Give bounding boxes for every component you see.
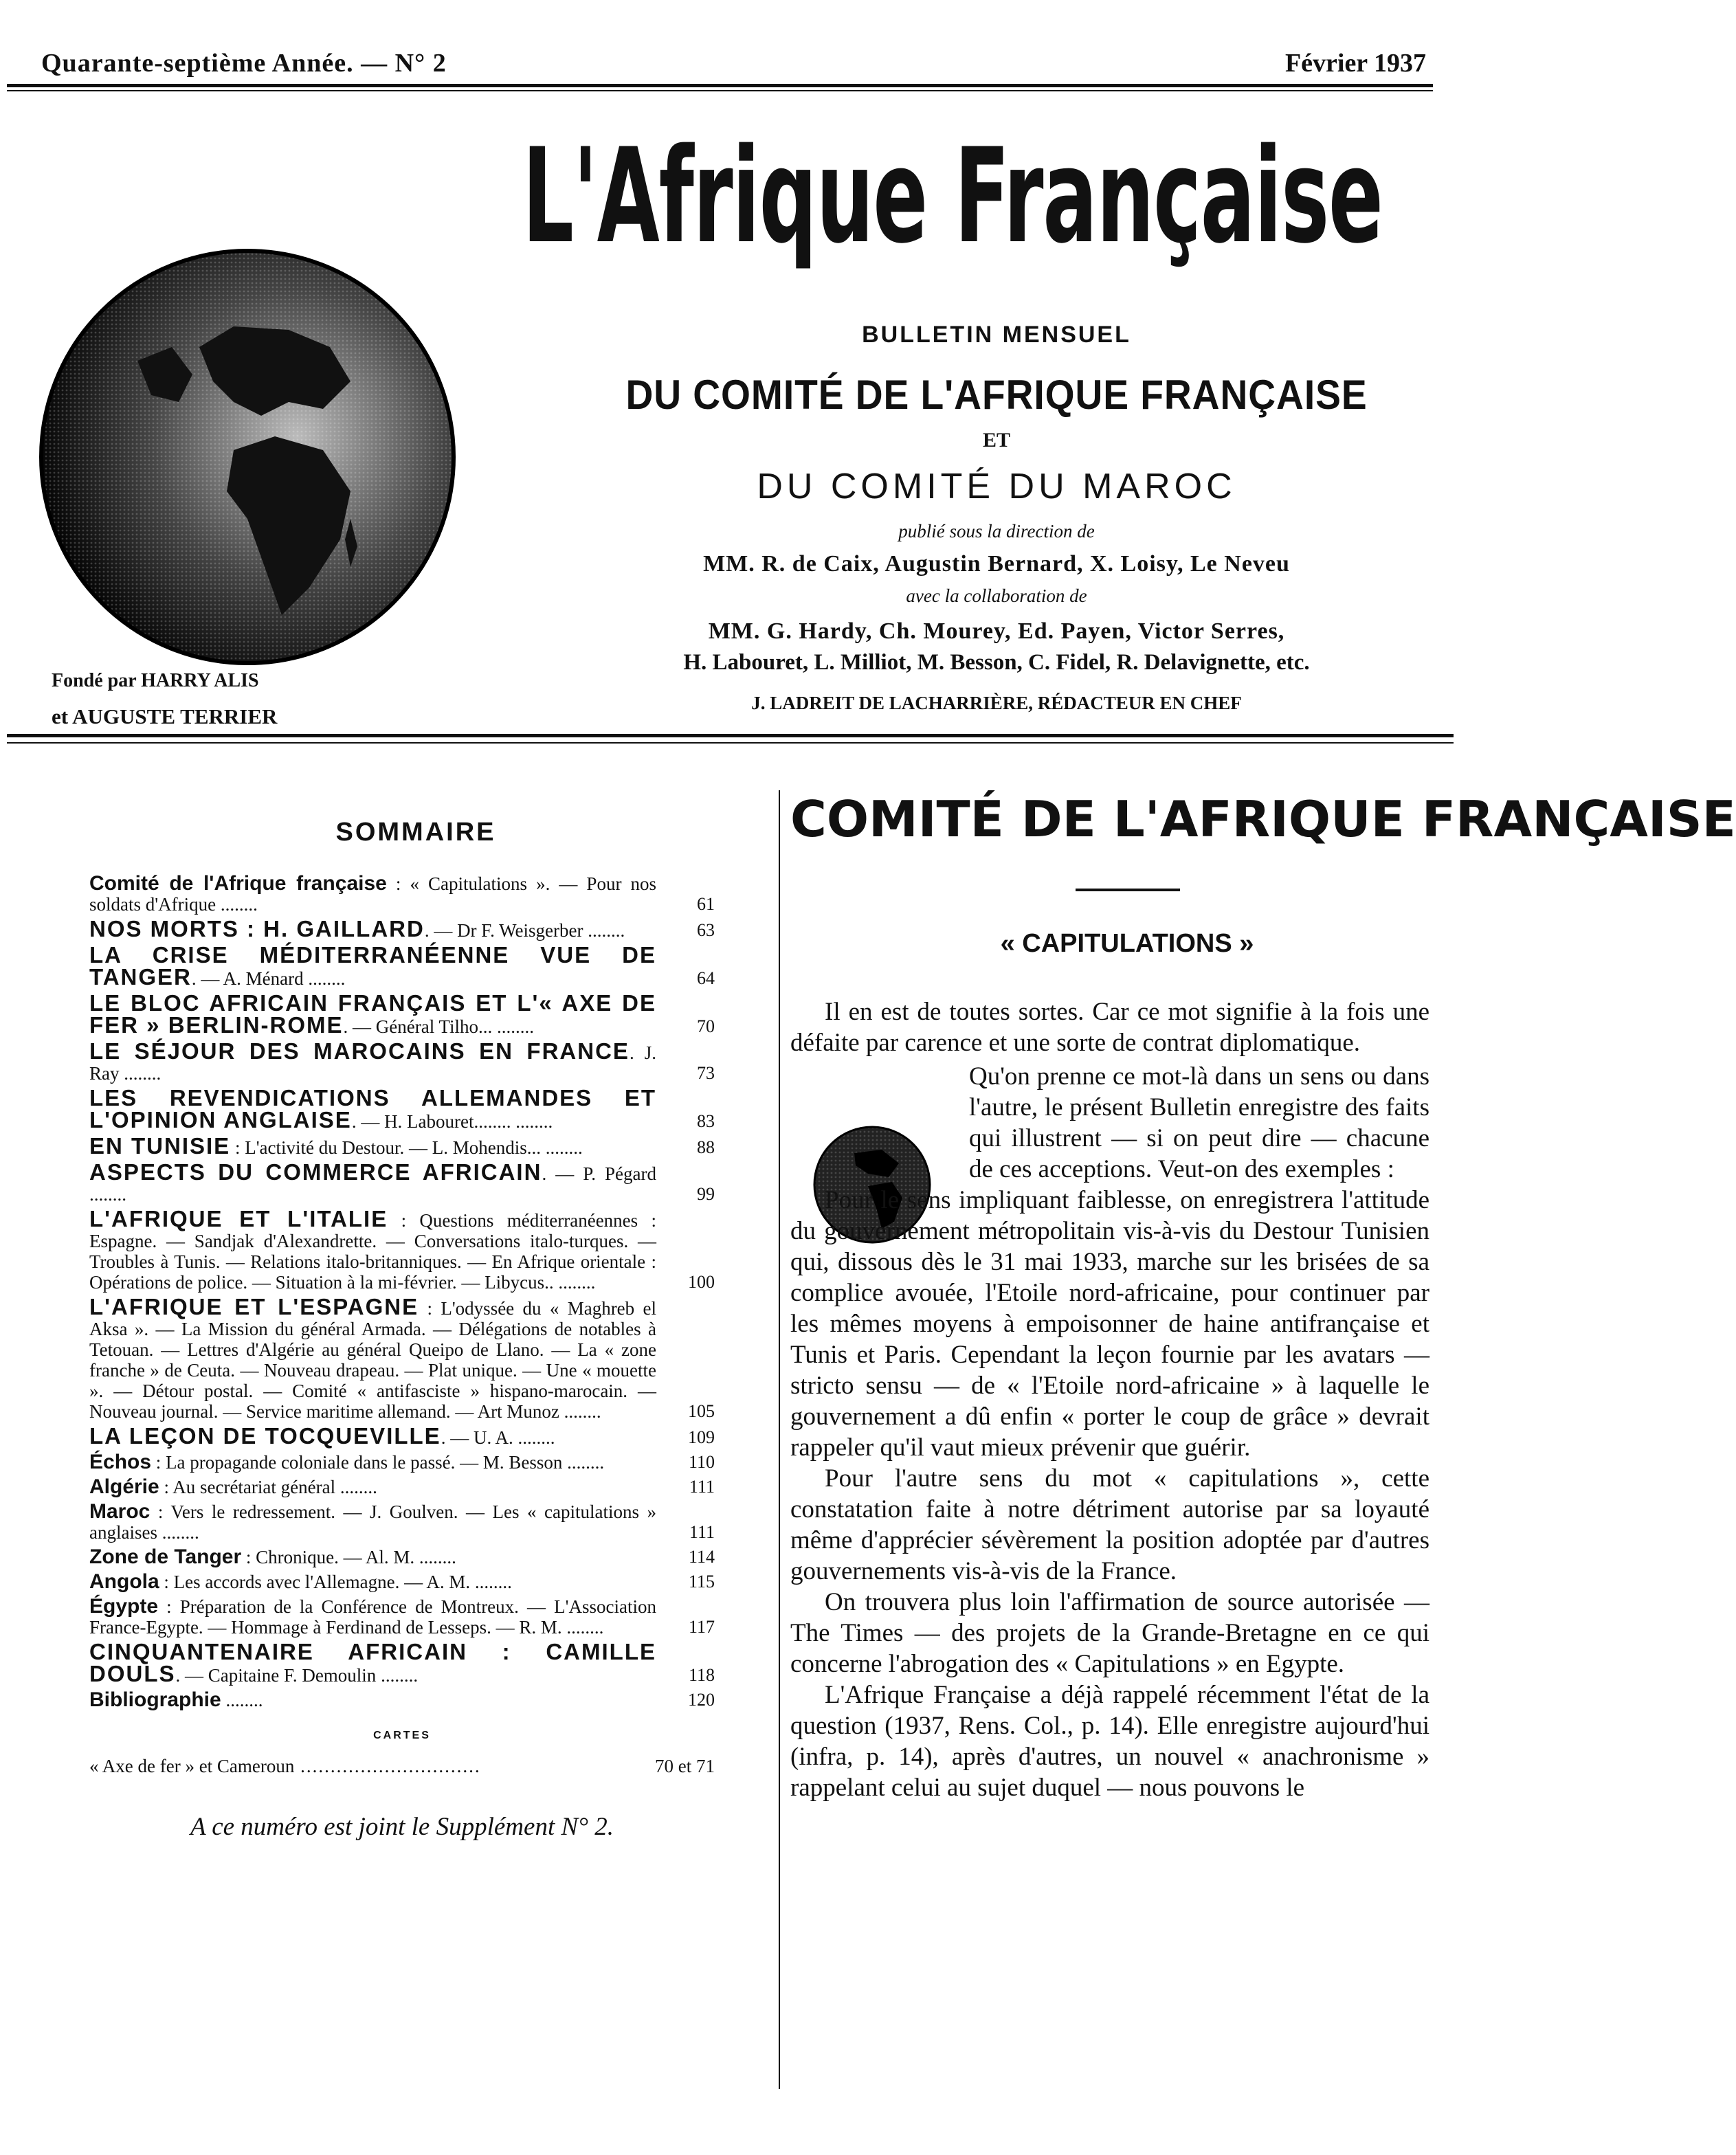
collaboration-label: avec la collaboration de [906,585,1087,606]
toc-entry-heading: Algérie [89,1475,159,1498]
direction-label: publié sous la direction de [898,521,1095,541]
toc-page-number: 114 [688,1547,715,1567]
committee-1: DU COMITÉ DE L'AFRIQUE FRANÇAISE [625,372,1368,418]
toc-page-number: 117 [688,1617,715,1637]
toc-entry-heading: LA LEÇON DE TOCQUEVILLE [89,1423,441,1449]
toc-entry-text: . — Dr F. Weisgerber [424,920,583,941]
toc-entry-heading: Échos [89,1451,152,1473]
title-underline [1076,889,1180,891]
toc-entry [89,1596,715,1638]
toc-page-number: 70 [697,1016,715,1036]
toc-leader-dots: ........ [470,1572,512,1592]
toc-entry-heading: EN TUNISIE [89,1133,231,1159]
toc-entry-text: . — P. Pégard [542,1163,656,1184]
header-rule-thin [7,742,1454,744]
toc-entry-text: : Questions méditerranéennes : Espagne. — Sandjak d'Alexandrette. — Conversations italo-turques. — Troubles à Tunis. — Relations italo-britanniques. — En Afrique orientale : Opérations de police. — Situation à la mi-février. — Libycus.. [89,1210,657,1293]
toc-entry [89,1038,715,1084]
toc-leader-dots: ........ [553,1272,596,1293]
toc-entry [89,1452,715,1473]
table-of-contents [89,818,715,1842]
top-rule-thin [7,90,1433,91]
toc-page-number: 61 [697,894,715,914]
toc-entry-heading: Comité de l'Afrique française [89,872,387,895]
toc-entry-heading: Zone de Tanger [89,1545,242,1568]
toc-entry-text: . — U. A. [441,1427,513,1448]
article-paragraph: Il en est de toutes sortes. Car ce mot signifie à la fois une défaite par carence et une sorte de contrat diplomatique. [790,998,1429,1057]
article-paragraph: L'Afrique Française a déjà rappelé récemment l'état de la question (1937, Rens. Col., p. 14). Elle enregistre aujourd'hui (infra, p. 14), après d'autres, un nouvel « anachronisme » rappelant celui au sujet duquel — nous pouvons le [790,1681,1429,1802]
bulletin-subtitle: BULLETIN MENSUEL [862,322,1131,348]
article-paragraph: Pour l'autre sens du mot « capitulations », cette constatation faite à notre détriment autorise par sa loyauté même d'apprécier sévèrement la position adoptée par d'autres gouvernements vis-à-vis de la France. [790,1464,1429,1585]
toc-entry-heading: CINQUANTENAIRE AFRICAIN : CAMILLE DOULS [89,1639,656,1686]
toc-leader-dots: ........ [513,1427,555,1448]
toc-entry-text: . — A. Ménard [191,968,304,989]
toc-leader-dots: ........ [221,1690,263,1710]
toc-page-number: 115 [688,1572,715,1592]
article-heading: « CAPITULATIONS » [1000,929,1254,958]
toc-leader-dots: ........ [492,1016,535,1037]
toc-entry-text: : Au secrétariat général [159,1477,336,1497]
toc-entry [89,1085,715,1132]
toc-entry-text: : Vers le redressement. — J. Goulven. — Les « capitulations » anglaises [89,1501,656,1543]
toc-leader-dots: ........ [303,968,346,989]
toc-entry [89,916,715,941]
column-divider [779,790,780,2089]
toc-entry-heading: LE BLOC AFRICAIN FRANÇAIS ET L'« AXE DE FER » BERLIN-ROME [89,990,656,1038]
toc-entry [89,990,715,1038]
toc-entry-heading: Bibliographie [89,1688,221,1711]
article-body [790,996,1429,1803]
article-paragraph: On trouvera plus loin l'affirmation de source autorisée — The Times — des projets de la Grande-Bretagne en ce qui concerne l'abrogation des « Capitulations » en Egypte. [790,1588,1429,1678]
direction-names: MM. R. de Caix, Augustin Bernard, X. Loisy, Le Neveu [703,551,1290,577]
toc-leader-dots: ........ [119,1063,162,1084]
toc-entry [89,1572,715,1592]
toc-page-number: 88 [697,1137,715,1157]
toc-entry-heading: ASPECTS DU COMMERCE AFRICAIN [89,1159,542,1185]
committee-2: DU COMITÉ DU MAROC [757,467,1236,506]
toc-page-number: 110 [688,1452,715,1472]
toc-leader-dots: ........ [376,1665,419,1686]
toc-leader-dots: ........ [216,894,258,915]
article-paragraph: Qu'on prenne ce mot-là dans un sens ou dans l'autre, le présent Bulletin enregistre des faits qui illustrent — si on peut dire — chacune de ces acceptions. Veut-on des exemples : [969,1062,1429,1183]
toc-entry-text: : Les accords avec l'Allemagne. — A. M. [159,1572,471,1592]
collaboration-names-1: MM. G. Hardy, Ch. Mourey, Ed. Payen, Victor Serres, [708,618,1285,644]
maps-entry: « Axe de fer » et Cameroun .............................. 70 et 71 [89,1756,715,1776]
toc-entry-text: : « Capitulations ». — Pour nos soldats d'Afrique [89,873,657,915]
toc-entry-heading: NOS MORTS : H. GAILLARD [89,916,425,941]
toc-entries [89,873,715,1710]
toc-page-number: 100 [688,1272,715,1292]
section-title: COMITÉ DE L'AFRIQUE FRANÇAISE [790,790,1736,848]
toc-entry-heading: L'AFRIQUE ET L'ESPAGNE [89,1294,419,1319]
toc-page-number: 83 [697,1111,715,1131]
toc-entry-text: . — Général Tilho... [343,1016,493,1037]
toc-page-number: 63 [697,920,715,940]
toc-entry-text: : Chronique. — Al. M. [241,1547,415,1567]
toc-leader-dots: ........ [89,1184,126,1205]
toc-entry-heading: Égypte [89,1595,159,1618]
toc-leader-dots: ........ [511,1111,553,1132]
toc-leader-dots: ........ [583,920,625,941]
toc-entry [89,1294,715,1422]
globe-illustration [27,244,460,677]
founder-credits [52,663,277,735]
toc-entry [89,1639,715,1686]
toc-leader-dots: ........ [335,1477,377,1497]
maps-text: « Axe de fer » et Cameroun [89,1756,295,1776]
toc-leader-dots: ........ [559,1401,601,1422]
supplement-note: A ce numéro est joint le Supplément N° 2. [190,1813,614,1841]
toc-entry-heading: Angola [89,1570,159,1593]
toc-entry [89,1133,715,1159]
editor-line: J. LADREIT DE LACHARRIÈRE, RÉDACTEUR EN CHEF [751,693,1242,713]
toc-entry-text: : Préparation de la Conférence de Montreux. — L'Association France-Egypte. — Hommage à Ferdinand de Lesseps. — R. M. [89,1596,656,1638]
toc-page-number: 118 [688,1665,715,1685]
toc-entry [89,1690,715,1710]
toc-entry-text: : L'activité du Destour. — L. Mohendis... [230,1137,542,1158]
toc-entry-heading: LA CRISE MÉDITERRANÉENNE VUE DE TANGER [89,942,656,990]
toc-entry [89,873,715,915]
toc-entry [89,1159,715,1205]
founder-line-1: Fondé par HARRY ALIS [52,670,259,691]
toc-title: SOMMAIRE [335,818,496,847]
toc-entry-text: . J. Ray [89,1042,656,1084]
toc-entry [89,1477,715,1497]
toc-entry-text: : La propagande coloniale dans le passé. — M. Besson [151,1452,563,1473]
et-label: ET [982,429,1011,451]
toc-entry [89,942,715,990]
toc-entry-text: . — H. Labouret........ [351,1111,511,1132]
toc-entry [89,1547,715,1567]
toc-leader-dots: ........ [414,1547,456,1567]
toc-entry-heading: Maroc [89,1500,151,1523]
toc-page-number: 111 [689,1522,715,1542]
toc-page-number: 111 [689,1477,715,1497]
founder-line-2: et AUGUSTE TERRIER [52,704,278,728]
toc-page-number: 73 [697,1063,715,1083]
toc-entry [89,1423,715,1449]
header-rule [7,734,1454,737]
article-paragraph: Pour le sens impliquant faiblesse, on enregistrera l'attitude du gouvernement métropolitain vis-à-vis du Destour Tunisien qui, dissous dès le 31 mai 1933, marche sur les brisées de sa complice avouée, l'Etoile nord-africaine, pour continuer par les mêmes moyens à empoisonner de haine antifrançaise et Tunis et Paris. Cependant la leçon fournie par les avatars — stricto sensu — de « l'Etoile nord-africaine » à laquelle le gouvernement a dû enfin « porter le coup de grâce » devrait rappeler qu'il vaut mieux prévenir que guérir. [790,1186,1429,1462]
toc-leader-dots: ........ [561,1617,604,1638]
toc-page-number: 99 [697,1184,715,1204]
toc-entry-heading: LES REVENDICATIONS ALLEMANDES ET L'OPINION ANGLAISE [89,1085,656,1132]
toc-entry-heading: L'AFRIQUE ET L'ITALIE [89,1206,388,1231]
top-rule [7,84,1433,87]
collaboration-names-2: H. Labouret, L. Milliot, M. Besson, C. Fidel, R. Delavignette, etc. [683,650,1310,675]
toc-entry-heading: LE SÉJOUR DES MAROCAINS EN FRANCE [89,1038,630,1064]
maps-pages: 70 et 71 [655,1756,715,1776]
toc-page-number: 105 [688,1401,715,1421]
toc-page-number: 64 [697,968,715,988]
maps-label: CARTES [373,1730,431,1741]
toc-page-number: 109 [688,1427,715,1447]
masthead-title: L'Afrique Française [522,120,1383,272]
toc-entry [89,1501,715,1543]
toc-page-number: 120 [688,1690,715,1710]
toc-entry [89,1206,715,1293]
issue-line: Quarante-septième Année. — N° 2 [41,49,447,78]
toc-leader-dots: ........ [541,1137,583,1158]
toc-entry-text: : L'odyssée du « Maghreb el Aksa ». — La Mission du général Armada. — Délégations de notables à Tetouan. — Lettres d'Algérie au général Queipo de Llano. — La « zone franche » de Ceuta. — Nouveau drapeau. — Plat unique. — Une « mouette ». — Détour postal. — Comité « antifasciste » hispano-marocain. — Nouveau journal. — Service maritime allemand. — Art Munoz [89,1298,656,1422]
toc-leader-dots: ........ [157,1522,199,1543]
issue-date: Février 1937 [1284,49,1426,78]
toc-entry-text: . — Capitaine F. Demoulin [175,1665,377,1686]
toc-leader-dots: ........ [562,1452,605,1473]
